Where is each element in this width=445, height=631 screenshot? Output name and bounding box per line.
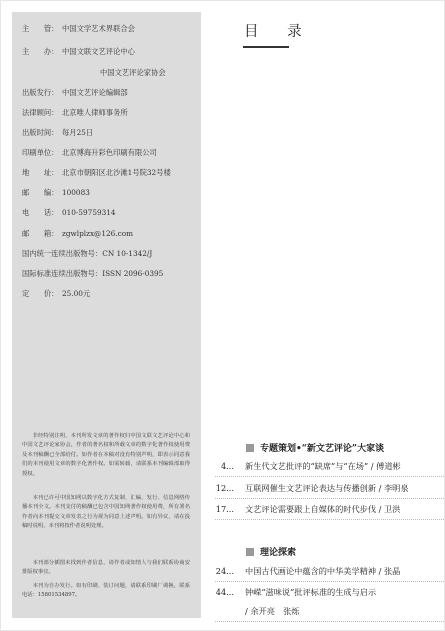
info-label: 国际标准连续出版物号： [22,269,103,278]
info-row [22,148,157,158]
info-label: 主 办： [22,47,59,56]
info-label: 印刷单位： [22,148,59,157]
info-row [22,24,135,34]
info-value: 100083 [62,188,90,197]
info-value: ISSN 2096-0395 [102,269,164,278]
info-value: 中国文学艺术界联合会 [62,24,135,33]
info-value: 中国文艺评论编辑部 [62,88,128,97]
toc-section-title [246,545,296,558]
info-label: 出版发行： [22,88,59,97]
publication-info-panel [12,12,201,618]
toc-entry-link[interactable]: 新生代文艺批评的“缺席”与“在场” / 傅道彬 [245,461,401,471]
copyright-notice: 本刊已许可中国知网以数字化方式复制、汇编、发行、信息网络传播本刊全文。本刊支付的稿酬已包含中国知网著作权使用费，所有署名作者向本刊提交文章发表之行为视为同意上述声明。如有异议，请在投稿时说明，本刊将按作者说明处理。 [22,495,190,530]
square-bullet-icon [246,548,254,556]
info-row [22,88,128,98]
info-value: 中国文联文艺评论中心 [62,47,135,56]
info-label: 电 话： [22,208,59,217]
info-row [22,108,128,118]
copyright-notice: 本刊为自办发行。如有印刷、装订问题，请联系印刷厂调换，联系电话：15801534897。 [22,583,190,599]
toc-page-number: 44... [215,587,234,597]
toc-entry-link[interactable]: 文艺评论需要跟上自媒体的时代步伐 / 卫洪 [245,504,401,514]
info-label: 邮 箱： [22,229,59,238]
toc-section-title [246,441,384,454]
info-value: 010-59759314 [62,208,116,217]
info-row [22,229,133,239]
info-row [22,208,116,218]
toc-title: 目 录 [244,24,314,40]
info-value: 每月25日 [62,128,94,137]
info-value: 北京唯人律师事务所 [62,108,128,117]
toc-entry-link[interactable]: 互联网催生文艺评论表达与传播创新 / 李明泉 [245,483,409,493]
info-row [22,269,163,279]
toc-entry-link[interactable]: 中国古代画论中蕴含的中华美学精神 / 张晶 [245,566,401,576]
info-row [22,249,152,259]
info-value: 25.00元 [62,289,91,298]
info-label: 主 管： [22,24,59,33]
toc-divider [215,519,444,520]
toc-divider [215,581,444,582]
toc-entry-link[interactable]: 钟嵘“滋味说”批评标准的生成与启示 [245,587,377,597]
toc-divider [215,476,444,477]
copyright-notice: 本刊部分插图未找到作者信息，请作者或知情人与我们联系协商安排版权事宜。 [22,560,190,576]
info-label: 定 价： [22,289,59,298]
info-row [22,188,90,198]
info-row [60,68,166,78]
toc-page-number: 17... [215,504,234,514]
toc-divider [215,498,444,499]
toc-page-number: 12... [215,483,234,493]
info-row [22,47,135,57]
info-label: 出版时间： [22,128,59,137]
toc-page-number: 4... [220,461,234,471]
info-label: 法律顾问： [22,108,59,117]
toc-section-label: 理论探索 [260,548,297,558]
info-value: 中国文艺评论家协会 [100,68,166,77]
info-row [22,289,90,299]
toc-entry-link[interactable]: / 余开亮 张烁 [245,606,300,616]
info-value: CN 10-1342/J [102,249,153,258]
info-label: 邮 编： [22,188,59,197]
info-row [22,168,171,178]
toc-section-label: 专题策划•“新文艺评论”大家谈 [260,444,385,454]
info-value: zgwlplzx@126.com [62,229,134,238]
info-value: 北京市朝阳区北沙滩1号院32号楼 [62,168,171,177]
info-label: 地 址： [22,168,59,177]
toc-divider [215,621,444,622]
square-bullet-icon [246,444,254,452]
toc-page-number: 24... [215,566,234,576]
copyright-notice: 非经特别注明，本刊所发文章的著作权归中国文联文艺评论中心和中国文艺评论家协会，作者的著名权和所载文章的数字化著作权使用费及本刊稿酬已全部给付。如作者在本稿对没有特别声明，即表示同意我们的本刊使用文章的数字化著作权。如需转载，请联系本刊编辑部取得授权。 [22,433,190,477]
info-value: 北京博海升彩色印刷有限公司 [62,148,157,157]
info-label: 国内统一连续出版物号： [22,249,103,258]
info-row [22,128,93,138]
